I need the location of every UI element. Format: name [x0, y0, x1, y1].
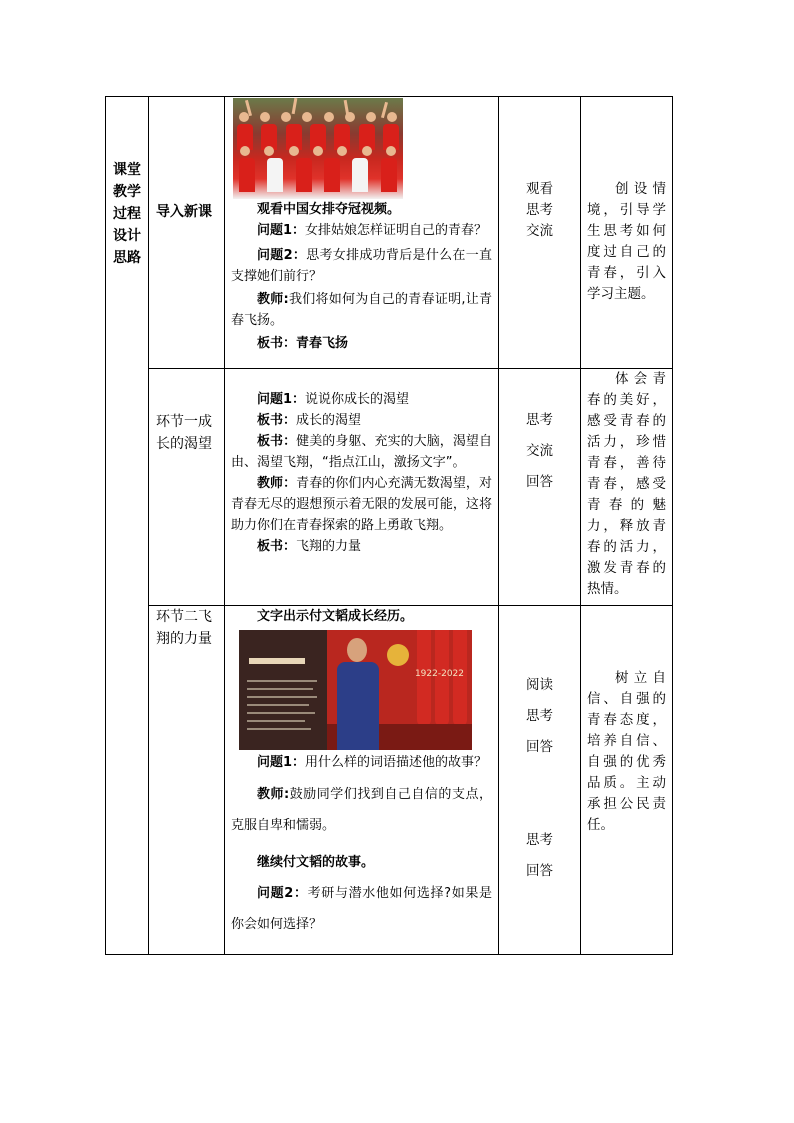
activity-cell-part1: [499, 369, 581, 606]
aim-text: 体会青春的美好，感受青春的活力，珍惜青春，善待青春，感受青春的魅力，释放青春的活力，激发青春的热情。: [587, 371, 666, 597]
activity-item: 阅读: [526, 677, 553, 693]
activity-cell-part2: [499, 606, 581, 955]
photo-year: 1922-2022: [414, 669, 464, 679]
section-title: 导入新课: [156, 204, 212, 220]
board-label: 板书：: [257, 434, 297, 449]
activity-item: 思考: [526, 412, 553, 428]
intro-content: [225, 199, 498, 354]
row-label-line: 过程: [113, 206, 141, 222]
part2-questions: [225, 752, 498, 940]
section-cell-intro: [149, 97, 225, 369]
teacher-text: 我们将如何为自己的青春证明,让青春飞扬。: [231, 292, 492, 328]
board-text: 健美的身躯、充实的大脑，渴望自由、渴望飞翔，“指点江山，激扬文字”。: [231, 434, 492, 470]
aim-cell-intro: [581, 97, 673, 369]
fu-wentao-photo: [239, 630, 472, 750]
part2-content: [225, 606, 498, 627]
teacher-text: 鼓励同学们找到自己自信的支点，克服自卑和懦弱。: [231, 787, 492, 833]
question-2: [231, 245, 492, 287]
q1-label: 问题1：: [257, 223, 306, 238]
teacher-note: [231, 289, 492, 331]
part1-content: [225, 369, 498, 557]
content-cell-part2: [225, 606, 499, 955]
teacher-label: 教师：: [257, 476, 297, 491]
aim-text: 创设情境，引导学生思考如何度过自己的青春，引入学习主题。: [587, 181, 666, 302]
q1-label: 问题1：: [257, 392, 306, 407]
activity-item: 回答: [526, 863, 553, 879]
board-note-3: [231, 536, 492, 557]
activity-item: 思考: [526, 202, 553, 218]
aim-cell-part1: [581, 369, 673, 606]
board-note-2: [231, 431, 492, 473]
q2-text: 思考女排成功背后是什么在一直支撑她们前行？: [231, 248, 492, 284]
lesson-plan-table: [105, 96, 673, 955]
question-1: [231, 220, 492, 241]
activity-item: 交流: [526, 443, 553, 459]
section-cell-part2: [149, 606, 225, 955]
q1-label: 问题1：: [257, 755, 306, 770]
q1-text: 女排姑娘怎样证明自己的青春？: [305, 223, 488, 238]
teacher-label: 教师:: [257, 292, 289, 307]
q2-label: 问题2：: [257, 248, 307, 263]
q1-text: 说说你成长的渴望: [305, 392, 410, 407]
board-text: 成长的渴望: [296, 413, 362, 428]
teacher-note: [231, 779, 492, 841]
activity-item: 观看: [526, 181, 553, 197]
board-note: [231, 333, 492, 354]
content-cell-part1: [225, 369, 499, 606]
board-label: 板书：: [257, 413, 297, 428]
row-label-cell: [106, 97, 149, 955]
board-label: 板书：: [257, 336, 297, 351]
table-row-intro: [106, 97, 673, 369]
table-row-part2: [106, 606, 673, 955]
board-text: 飞翔的力量: [296, 539, 362, 554]
question-1: [231, 752, 492, 773]
activity-cell-intro: [499, 97, 581, 369]
q2-text: 考研与潜水他如何选择?如果是你会如何选择？: [231, 886, 493, 932]
activity-item: 思考: [526, 832, 553, 848]
board-note-1: [231, 410, 492, 431]
aim-text: 树立自信、自强的青春态度，培养自信、自强的优秀品质。主动承担公民责任。: [587, 670, 666, 833]
table-row-part1: [106, 369, 673, 606]
aim-cell-part2: [581, 606, 673, 955]
board-text: 青春飞扬: [296, 336, 349, 351]
continue-text: 继续付文韬的故事。: [257, 855, 375, 870]
question-1: [231, 389, 492, 410]
teacher-label: 教师:: [257, 787, 290, 802]
section-title: 环节一成长的渴望: [156, 414, 212, 452]
volleyball-team-photo: [233, 98, 403, 199]
activity-item: 回答: [526, 474, 553, 490]
content-cell-intro: [225, 97, 499, 369]
question-2: [231, 878, 492, 940]
row-label-line: 教学: [113, 184, 141, 200]
section-cell-part1: [149, 369, 225, 606]
intro-text: 文字出示付文韬成长经历。: [257, 609, 414, 624]
q1-text: 用什么样的词语描述他的故事？: [305, 755, 488, 770]
teacher-text: 青春的你们内心充满无数渴望，对青春无尽的遐想预示着无限的发展可能，这将助力你们在青春探索的路上勇敢飞翔。: [231, 476, 492, 533]
activity-item: 交流: [526, 223, 553, 239]
row-label-line: 课堂: [113, 162, 141, 178]
section-title: 环节二飞翔的力量: [156, 609, 212, 647]
q2-label: 问题2：: [257, 886, 308, 901]
row-label-line: 思路: [113, 250, 141, 266]
row-label-line: 设计: [113, 228, 141, 244]
row-label: [106, 97, 148, 269]
teacher-note: [231, 473, 492, 536]
board-label: 板书：: [257, 539, 297, 554]
video-instruction: 观看中国女排夺冠视频。: [257, 202, 401, 217]
activity-item: 回答: [526, 739, 553, 755]
activity-item: 思考: [526, 708, 553, 724]
